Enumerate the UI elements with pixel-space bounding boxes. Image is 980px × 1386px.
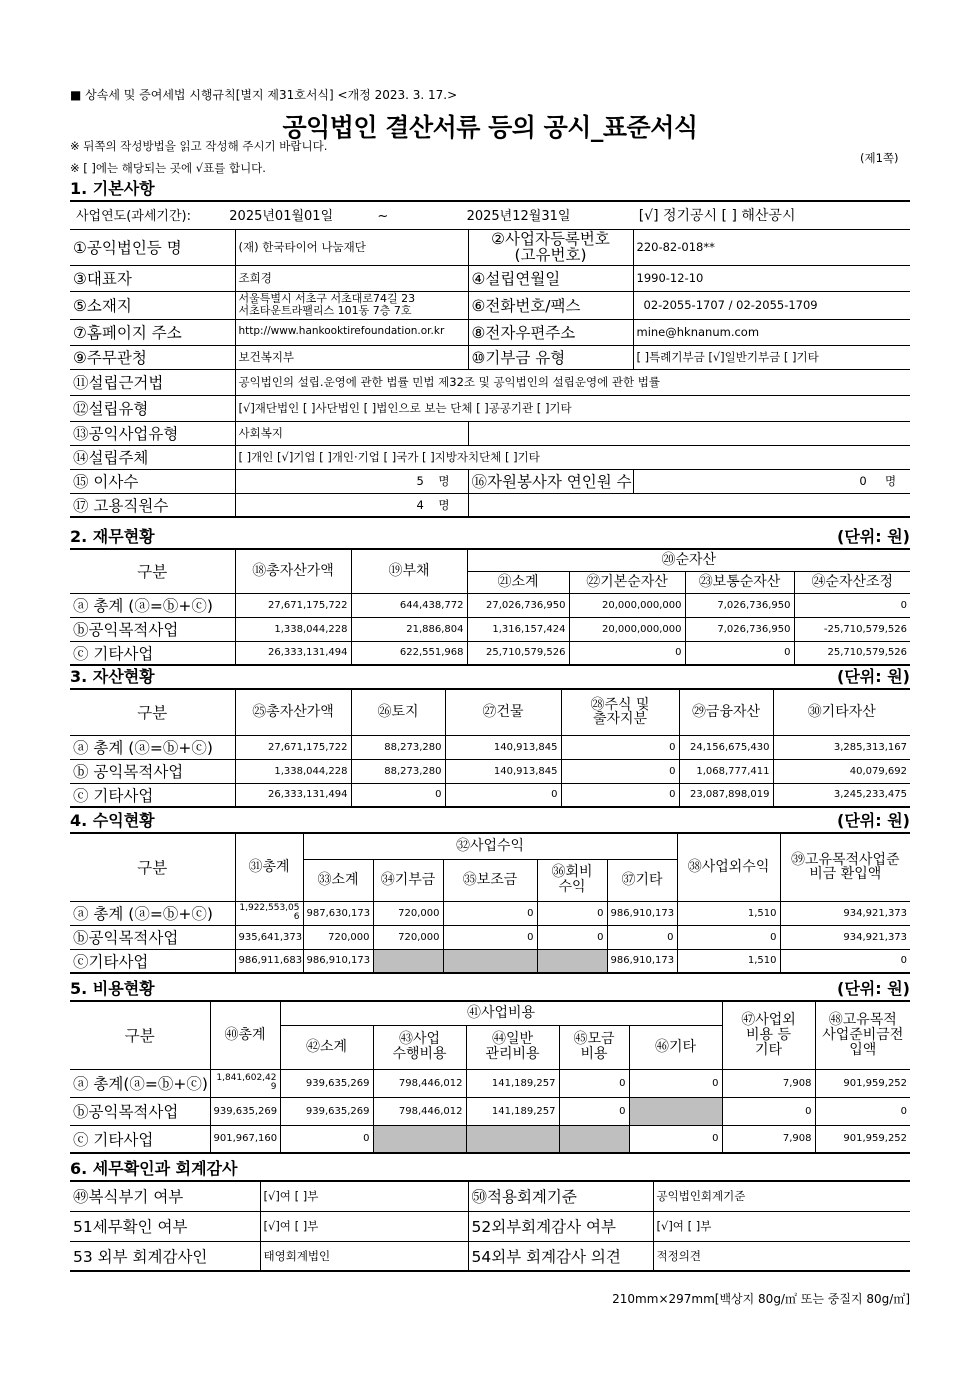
cell: 1,068,777,411 xyxy=(679,759,773,783)
value-accounting-std: 공익법인회계기준 xyxy=(653,1181,910,1211)
value-directors xyxy=(235,469,468,493)
col-general-admin: ㊹일반 관리비용 xyxy=(466,1025,559,1069)
cell: 1,316,157,424 xyxy=(467,617,569,641)
label-directors: ⑮ 이사수 xyxy=(70,469,235,493)
page-title: 공익법인 결산서류 등의 공시_표준서식 xyxy=(282,113,698,142)
employees-unit: 명 xyxy=(438,497,450,512)
cell: 987,630,173 xyxy=(303,901,373,925)
col-division: 구분 xyxy=(70,689,235,735)
col-fundraising: ㊺모금 비용 xyxy=(559,1025,629,1069)
cell: 986,910,173 xyxy=(607,901,677,925)
period-start: 2025년01월01일 xyxy=(229,209,334,225)
cell: 0 xyxy=(629,1069,722,1097)
value-donation-type: [ ]특례기부금 [√]일반기부금 [ ]기타 xyxy=(633,345,910,369)
cell: 24,156,675,430 xyxy=(679,735,773,759)
unit-label: (단위: 원) xyxy=(837,527,910,546)
cell: 25,710,579,526 xyxy=(467,641,569,665)
col-land: ㉖토지 xyxy=(351,689,445,735)
label-accounting-std: ㊿적용회계기준 xyxy=(468,1181,653,1211)
section-basic-heading xyxy=(70,176,910,199)
value-employees xyxy=(235,493,468,517)
cell: 901,959,252 xyxy=(815,1125,910,1153)
cell: 0 xyxy=(677,925,780,949)
col-other-assets: ㉚기타자산 xyxy=(773,689,910,735)
row-label: ⓒ 기타사업 xyxy=(70,641,235,665)
disclosure-type: [√] 정기공시 [ ] 해산공시 xyxy=(638,208,796,225)
label-law: ⑪설립근거법 xyxy=(70,369,235,395)
col-biz-income: ㉜사업수익 xyxy=(303,833,677,859)
label-rep: ③대표자 xyxy=(70,265,235,291)
cell: 934,921,373 xyxy=(780,925,910,949)
table-row xyxy=(70,1069,910,1097)
cell: 1,338,044,228 xyxy=(235,617,351,641)
cell: 88,273,280 xyxy=(351,735,445,759)
col-other: ㊲기타 xyxy=(607,859,677,901)
label-est-type: ⑫설립유형 xyxy=(70,395,235,421)
volunteers-unit: 명 xyxy=(884,474,897,488)
cell: 0 xyxy=(537,925,607,949)
cell: 939,635,269 xyxy=(210,1097,280,1125)
cell: 141,189,257 xyxy=(466,1069,559,1097)
unit-label: (단위: 원) xyxy=(837,979,910,998)
cell: 88,273,280 xyxy=(351,759,445,783)
cell: 3,285,313,167 xyxy=(773,735,910,759)
cell: 720,000 xyxy=(373,925,443,949)
cell: 27,026,736,950 xyxy=(467,593,569,617)
period-tilde: ~ xyxy=(377,209,389,225)
col-division: 구분 xyxy=(70,549,235,593)
cell: 25,710,579,526 xyxy=(794,641,910,665)
col-net-adjust: ㉔순자산조정 xyxy=(794,571,910,593)
cell: 1,338,044,228 xyxy=(235,759,351,783)
table-row xyxy=(70,1097,910,1125)
shaded-cell xyxy=(373,1125,466,1153)
label-double-entry: ㊾복식부기 여부 xyxy=(70,1181,260,1211)
instruction-note: ※ 뒤쪽의 작성방법을 읽고 작성해 주시기 바랍니다. xyxy=(70,139,328,153)
employees-count: 4 xyxy=(416,497,424,512)
cell: 7,908 xyxy=(722,1069,815,1097)
col-common-net: ㉓보통순자산 xyxy=(685,571,794,593)
table-row xyxy=(70,735,910,759)
section-title: 5. 비용현황 xyxy=(70,979,155,998)
cell: 901,967,160 xyxy=(210,1125,280,1153)
col-total: ㉛총계 xyxy=(235,833,303,901)
cell: 7,026,736,950 xyxy=(685,617,794,641)
shaded-cell xyxy=(373,949,443,973)
table-row xyxy=(70,783,910,807)
cell: 939,635,269 xyxy=(280,1097,373,1125)
directors-unit: 명 xyxy=(438,474,450,488)
cell: 0 xyxy=(537,901,607,925)
col-subsidy: ㉟보조금 xyxy=(443,859,537,901)
value-regno: 220-82-018** xyxy=(633,229,910,265)
cell: 0 xyxy=(443,925,537,949)
cell: 986,911,683 xyxy=(235,949,303,973)
row-label: ⓑ 공익목적사업 xyxy=(70,759,235,783)
cell: 935,641,373 xyxy=(235,925,303,949)
col-financial: ㉙금융자산 xyxy=(679,689,773,735)
cell: 1,841,602,429 xyxy=(210,1069,280,1097)
cell: 986,910,173 xyxy=(303,949,373,973)
col-division: 구분 xyxy=(70,1001,210,1069)
tax-audit-table xyxy=(70,1180,910,1272)
section-finance-heading xyxy=(70,524,910,547)
value-email[interactable]: mine@hknanum.com xyxy=(633,319,910,345)
cell: 0 xyxy=(794,593,910,617)
value-tax-check: [√]여 [ ]부 xyxy=(260,1211,468,1241)
cell: 21,886,804 xyxy=(351,617,467,641)
cell: 140,913,845 xyxy=(445,759,561,783)
volunteers-count: 0 xyxy=(859,474,867,488)
col-nonbiz-income: ㊳사업외수익 xyxy=(677,833,780,901)
row-label: ⓐ 총계(ⓐ=ⓑ+ⓒ) xyxy=(70,1069,210,1097)
shaded-cell xyxy=(443,949,537,973)
col-biz-expense: ㊶사업비용 xyxy=(280,1001,722,1025)
section-title: 3. 자산현황 xyxy=(70,667,155,686)
value-name: (재) 한국타이어 나눔재단 xyxy=(235,229,468,265)
label-name: ①공익법인등 명 xyxy=(70,229,235,265)
col-division: 구분 xyxy=(70,833,235,901)
col-stocks: ㉘주식 및 출자지분 xyxy=(561,689,679,735)
directors-count: 5 xyxy=(416,474,424,488)
cell: 27,671,175,722 xyxy=(235,735,351,759)
cell: 0 xyxy=(569,641,685,665)
period-row xyxy=(70,201,910,229)
col-performance: ㊸사업 수행비용 xyxy=(373,1025,466,1069)
value-audit-opinion: 적정의견 xyxy=(653,1241,910,1271)
table-row xyxy=(70,617,910,641)
label-address: ⑤소재지 xyxy=(70,291,235,319)
cell: 141,189,257 xyxy=(466,1097,559,1125)
row-label: ⓒ 기타사업 xyxy=(70,783,235,807)
cell: 0 xyxy=(685,641,794,665)
basic-info-table xyxy=(70,200,910,518)
section-title: 6. 세무확인과 회계감사 xyxy=(70,1159,238,1178)
col-subtotal: ㊷소계 xyxy=(280,1025,373,1069)
label-biz-type: ⑬공익사업유형 xyxy=(70,421,235,445)
value-authority: 보건복지부 xyxy=(235,345,468,369)
col-total-assets: ⑱총자산가액 xyxy=(235,549,351,593)
checkbox-note: ※ [ ]에는 해당되는 곳에 √표를 합니다. xyxy=(70,161,266,175)
cell: 3,245,233,475 xyxy=(773,783,910,807)
cell: 644,438,772 xyxy=(351,593,467,617)
cell: 622,551,968 xyxy=(351,641,467,665)
value-auditor: 태영회계법인 xyxy=(260,1241,468,1271)
row-label: ⓐ 총계 (ⓐ=ⓑ+ⓒ) xyxy=(70,735,235,759)
col-reserve-reversal: ㊴고유목적사업준 비금 환입액 xyxy=(780,833,910,901)
table-row xyxy=(70,901,910,925)
expense-table xyxy=(70,1000,910,1154)
col-reserve-transfer: ㊽고유목적 사업준비금전 입액 xyxy=(815,1001,910,1069)
table-row xyxy=(70,641,910,665)
cell: 1,510 xyxy=(677,949,780,973)
cell: 0 xyxy=(722,1097,815,1125)
col-total-assets: ㉕총자산가액 xyxy=(235,689,351,735)
table-row xyxy=(70,759,910,783)
cell: 0 xyxy=(629,1125,722,1153)
finance-table xyxy=(70,548,910,666)
value-homepage[interactable]: http://www.hankooktirefoundation.or.kr xyxy=(235,319,468,345)
label-founder: ⑭설립주체 xyxy=(70,445,235,469)
cell: 0 xyxy=(559,1097,629,1125)
cell: 0 xyxy=(559,1069,629,1097)
row-label: ⓑ공익목적사업 xyxy=(70,617,235,641)
cell: 798,446,012 xyxy=(373,1069,466,1097)
section-title: 2. 재무현황 xyxy=(70,527,155,546)
shaded-cell xyxy=(559,1125,629,1153)
col-subtotal: ㉑소계 xyxy=(467,571,569,593)
section-title: 1. 기본사항 xyxy=(70,179,155,198)
label-audit-opinion: 54외부 회계감사 의견 xyxy=(468,1241,653,1271)
value-est-type: [√]재단법인 [ ]사단법인 [ ]법인으로 보는 단체 [ ]공공기관 [ ]기타 xyxy=(235,395,910,421)
cell: 0 xyxy=(561,759,679,783)
income-table xyxy=(70,832,910,974)
col-liabilities: ⑲부채 xyxy=(351,549,467,593)
cell: 934,921,373 xyxy=(780,901,910,925)
cell: 1,922,553,056 xyxy=(235,901,303,925)
label-auditor: 53 외부 회계감사인 xyxy=(70,1241,260,1271)
cell: 0 xyxy=(561,783,679,807)
col-basic-net: ㉒기본순자산 xyxy=(569,571,685,593)
unit-label: (단위: 원) xyxy=(837,667,910,686)
cell: 0 xyxy=(607,925,677,949)
shaded-cell xyxy=(629,1097,722,1125)
col-subtotal: ㉝소계 xyxy=(303,859,373,901)
value-rep: 조희경 xyxy=(235,265,468,291)
cell: 26,333,131,494 xyxy=(235,641,351,665)
cell: 720,000 xyxy=(303,925,373,949)
col-other: ㊻기타 xyxy=(629,1025,722,1069)
form-reference: ■ 상속세 및 증여세법 시행규칙[별지 제31호서식] <개정 2023. 3. 17.> xyxy=(70,88,458,102)
col-total: ㊵총계 xyxy=(210,1001,280,1069)
table-row xyxy=(70,949,910,973)
section-asset-heading xyxy=(70,664,910,687)
label-donation-type: ⑩기부금 유형 xyxy=(468,345,633,369)
section-tax-heading xyxy=(70,1156,910,1179)
row-label: ⓒ기타사업 xyxy=(70,949,235,973)
cell: 720,000 xyxy=(373,901,443,925)
label-regno: ②사업자등록번호 (고유번호) xyxy=(468,229,633,265)
label-homepage: ⑦홈페이지 주소 xyxy=(70,319,235,345)
value-law: 공익법인의 설립.운영에 관한 법률 민법 제32조 및 공익법인의 설립운영에 관한 법률 xyxy=(235,369,910,395)
value-double-entry: [√]여 [ ]부 xyxy=(260,1181,468,1211)
period-label: 사업연도(과세기간): xyxy=(76,209,191,225)
cell: 7,908 xyxy=(722,1125,815,1153)
label-employees: ⑰ 고용직원수 xyxy=(70,493,235,517)
cell: 0 xyxy=(443,901,537,925)
cell: 20,000,000,000 xyxy=(569,617,685,641)
cell: 140,913,845 xyxy=(445,735,561,759)
cell: 26,333,131,494 xyxy=(235,783,351,807)
cell: 7,026,736,950 xyxy=(685,593,794,617)
section-expense-heading xyxy=(70,976,910,999)
col-building: ㉗건물 xyxy=(445,689,561,735)
shaded-cell xyxy=(537,949,607,973)
col-nonbiz-expense: ㊼사업외 비용 등 기타 xyxy=(722,1001,815,1069)
asset-table xyxy=(70,688,910,808)
col-donation: ㉞기부금 xyxy=(373,859,443,901)
label-phone: ⑥전화번호/팩스 xyxy=(468,291,633,319)
cell: 901,959,252 xyxy=(815,1069,910,1097)
table-row xyxy=(70,1125,910,1153)
cell: 939,635,269 xyxy=(280,1069,373,1097)
cell: 0 xyxy=(815,1097,910,1125)
value-address: 서울특별시 서초구 서초대로74길 23 서초타운트라팰리스 101동 7층 7호 xyxy=(235,291,468,319)
value-volunteers xyxy=(633,469,910,493)
table-row xyxy=(70,593,910,617)
value-biz-type: 사회복지 xyxy=(235,421,468,445)
section-income-heading xyxy=(70,808,910,831)
page-number: (제1쪽) xyxy=(860,151,899,165)
unit-label: (단위: 원) xyxy=(837,811,910,830)
cell: 0 xyxy=(351,783,445,807)
cell: 20,000,000,000 xyxy=(569,593,685,617)
value-estdate: 1990-12-10 xyxy=(633,265,910,291)
row-label: ⓒ 기타사업 xyxy=(70,1125,210,1153)
cell: 0 xyxy=(445,783,561,807)
cell: 40,079,692 xyxy=(773,759,910,783)
col-membership: ㊱회비 수익 xyxy=(537,859,607,901)
row-label: ⓐ 총계 (ⓐ=ⓑ+ⓒ) xyxy=(70,901,235,925)
label-tax-check: 51세무확인 여부 xyxy=(70,1211,260,1241)
label-authority: ⑨주무관청 xyxy=(70,345,235,369)
period-end: 2025년12월31일 xyxy=(466,209,571,225)
cell: 27,671,175,722 xyxy=(235,593,351,617)
label-external-audit: 52외부회계감사 여부 xyxy=(468,1211,653,1241)
label-email: ⑧전자우편주소 xyxy=(468,319,633,345)
section-title: 4. 수익현황 xyxy=(70,811,155,830)
cell: 1,510 xyxy=(677,901,780,925)
cell: 0 xyxy=(780,949,910,973)
value-founder: [ ]개인 [√]기업 [ ]개인·기업 [ ]국가 [ ]지방자치단체 [ ]기타 xyxy=(235,445,910,469)
row-label: ⓑ공익목적사업 xyxy=(70,1097,210,1125)
shaded-cell xyxy=(466,1125,559,1153)
cell: 0 xyxy=(561,735,679,759)
cell: 0 xyxy=(280,1125,373,1153)
cell: -25,710,579,526 xyxy=(794,617,910,641)
table-row xyxy=(70,925,910,949)
cell: 986,910,173 xyxy=(607,949,677,973)
cell: 23,087,898,019 xyxy=(679,783,773,807)
row-label: ⓐ 총계 (ⓐ=ⓑ+ⓒ) xyxy=(70,593,235,617)
col-net-assets: ⑳순자산 xyxy=(467,549,910,571)
value-external-audit: [√]여 [ ]부 xyxy=(653,1211,910,1241)
cell: 798,446,012 xyxy=(373,1097,466,1125)
value-phone: 02-2055-1707 / 02-2055-1709 xyxy=(633,291,910,319)
label-estdate: ④설립연월일 xyxy=(468,265,633,291)
paper-spec-footer: 210mm×297mm[백상지 80g/㎡ 또는 중질지 80g/㎡] xyxy=(612,1292,910,1306)
row-label: ⓑ공익목적사업 xyxy=(70,925,235,949)
label-volunteers: ⑯자원봉사자 연인원 수 xyxy=(468,469,633,493)
